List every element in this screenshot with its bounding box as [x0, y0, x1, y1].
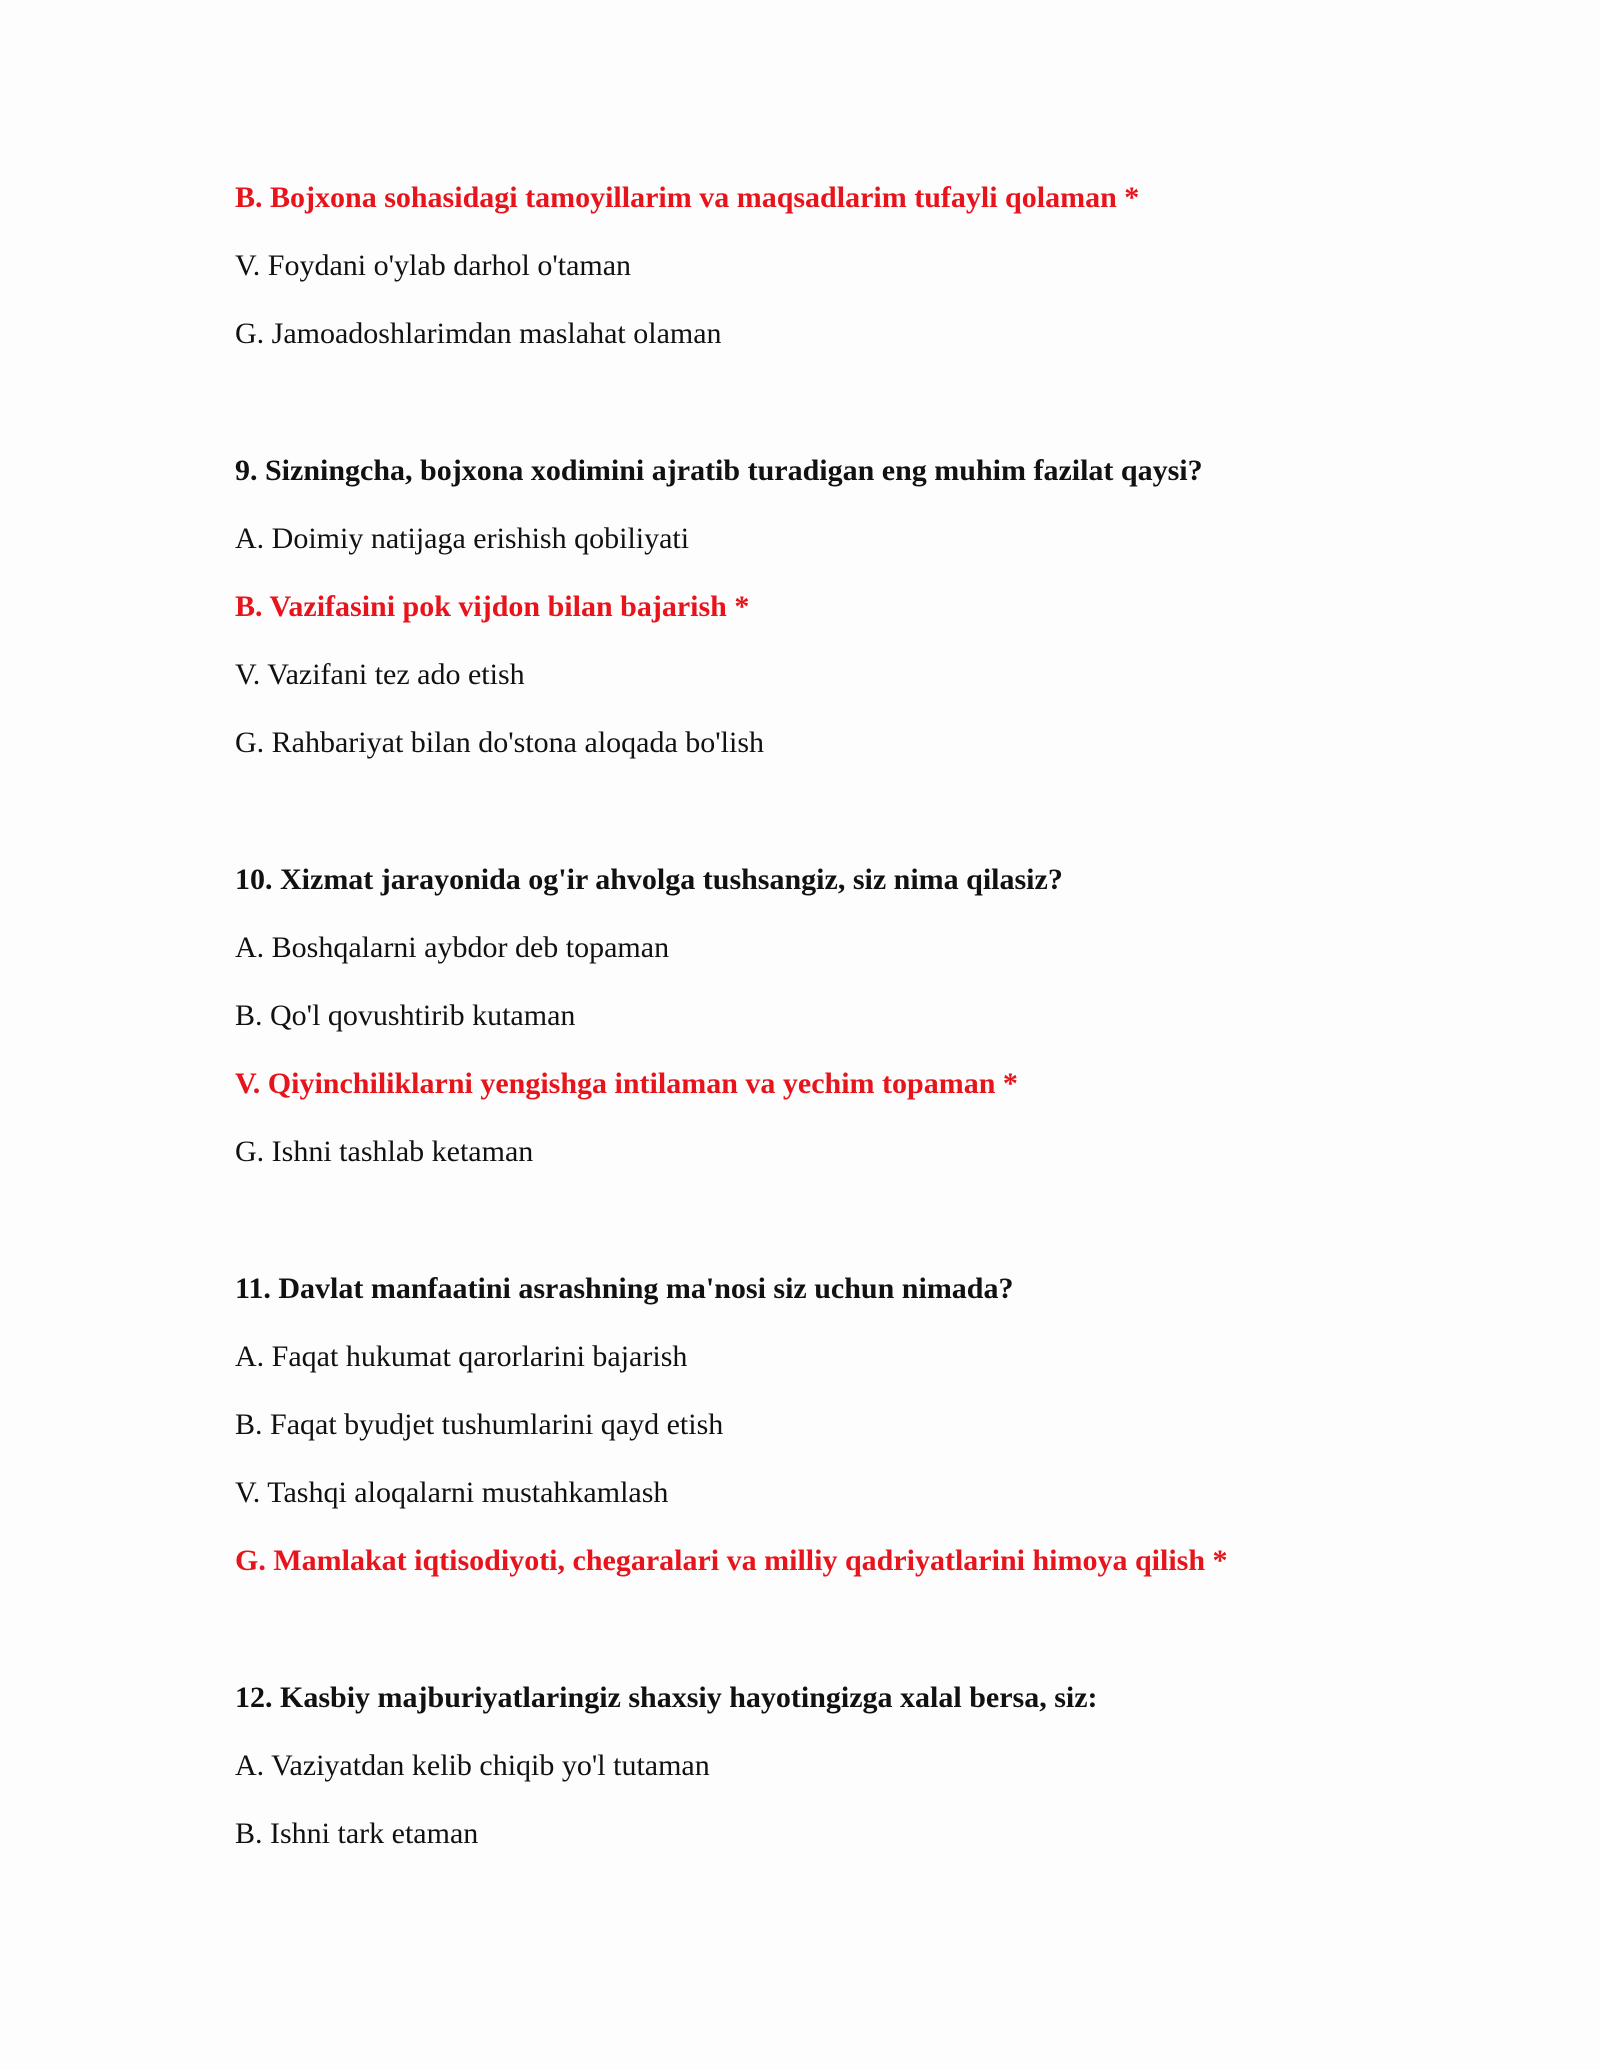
- answer-option: A. Boshqalarni aybdor deb topaman: [235, 931, 670, 964]
- answer-option: V. Tashqi aloqalarni mustahkamlash: [235, 1476, 669, 1509]
- answer-option-correct: B. Vazifasini pok vijdon bilan bajarish *: [235, 590, 750, 623]
- answer-option: V. Foydani o'ylab darhol o'taman: [235, 249, 632, 282]
- answer-option: B. Qo'l qovushtirib kutaman: [235, 999, 576, 1032]
- answer-option: A. Vaziyatdan kelib chiqib yo'l tutaman: [235, 1749, 710, 1782]
- answer-option-correct: V. Qiyinchiliklarni yengishga intilaman va yechim topaman *: [235, 1067, 1018, 1100]
- answer-option: G. Rahbariyat bilan do'stona aloqada bo'lish: [235, 726, 765, 759]
- answer-option: A. Faqat hukumat qarorlarini bajarish: [235, 1340, 688, 1373]
- answer-option-correct: G. Mamlakat iqtisodiyoti, chegaralari va milliy qadriyatlarini himoya qilish *: [235, 1544, 1228, 1577]
- answer-option-correct: B. Bojxona sohasidagi tamoyillarim va maqsadlarim tufayli qolaman *: [235, 181, 1140, 214]
- answer-option: V. Vazifani tez ado etish: [235, 658, 525, 691]
- question-11: 11. Davlat manfaatini asrashning ma'nosi siz uchun nimada?: [235, 1272, 1014, 1305]
- answer-option: B. Ishni tark etaman: [235, 1817, 479, 1850]
- quiz-content: [235, 180, 1435, 1884]
- answer-option: B. Faqat byudjet tushumlarini qayd etish: [235, 1408, 724, 1441]
- block-spacer: [235, 1202, 1435, 1271]
- block-spacer: [235, 793, 1435, 862]
- block-spacer: [235, 1611, 1435, 1680]
- answer-option: G. Jamoadoshlarimdan maslahat olaman: [235, 317, 722, 350]
- answer-option: A. Doimiy natijaga erishish qobiliyati: [235, 522, 690, 555]
- answer-option: G. Ishni tashlab ketaman: [235, 1135, 534, 1168]
- question-12: 12. Kasbiy majburiyatlaringiz shaxsiy hayotingizga xalal bersa, siz:: [235, 1681, 1098, 1714]
- question-10: 10. Xizmat jarayonida og'ir ahvolga tushsangiz, siz nima qilasiz?: [235, 863, 1063, 896]
- question-9: 9. Sizningcha, bojxona xodimini ajratib turadigan eng muhim fazilat qaysi?: [235, 454, 1203, 487]
- block-spacer: [235, 384, 1435, 453]
